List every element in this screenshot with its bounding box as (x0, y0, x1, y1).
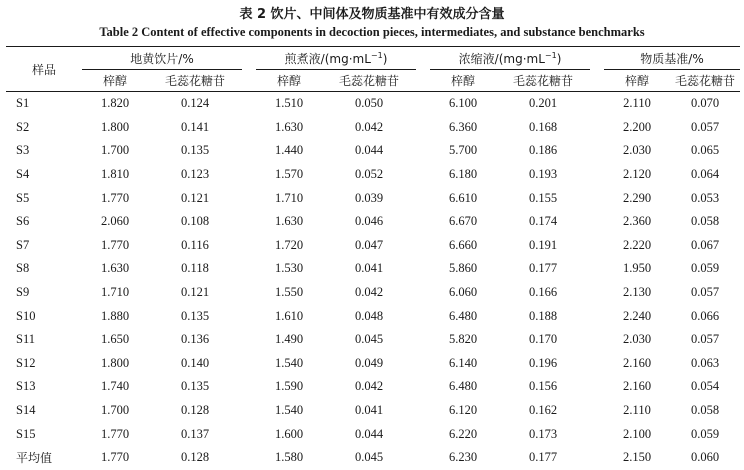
value-cell: 0.166 (528, 285, 558, 300)
value-cell: 0.173 (528, 426, 558, 441)
sample-cell: S12 (16, 355, 36, 370)
value-cell: 0.118 (181, 261, 209, 276)
value-cell: 0.050 (354, 96, 384, 111)
value-cell: 1.630 (274, 214, 304, 229)
value-cell: 1.720 (274, 237, 304, 252)
value-cell: 6.120 (448, 403, 478, 418)
value-cell: 6.180 (448, 167, 478, 182)
value-cell: 1.770 (100, 450, 130, 465)
table-row (6, 422, 740, 446)
value-cell: 0.128 (180, 403, 210, 418)
value-cell: 0.042 (354, 379, 384, 394)
table-row (6, 328, 740, 352)
value-cell: 0.063 (690, 355, 720, 370)
value-cell: 1.710 (274, 190, 304, 205)
value-cell: 0.155 (528, 190, 558, 205)
value-cell: 6.670 (448, 214, 478, 229)
value-cell: 0.108 (180, 214, 210, 229)
value-cell: 0.054 (690, 379, 720, 394)
value-cell: 0.174 (528, 214, 558, 229)
value-cell: 6.360 (448, 119, 478, 134)
value-cell: 0.049 (354, 355, 384, 370)
value-cell: 2.110 (623, 96, 651, 111)
value-cell: 0.057 (690, 332, 720, 347)
value-cell: 0.070 (690, 96, 720, 111)
value-cell: 1.880 (100, 308, 130, 323)
value-cell: 0.041 (354, 403, 384, 418)
value-cell: 0.141 (180, 119, 210, 134)
value-cell: 0.121 (180, 190, 210, 205)
subheader-catalpol: 梓醇 (430, 70, 496, 92)
table-row (6, 92, 740, 116)
value-cell: 0.162 (528, 403, 558, 418)
value-cell: 1.800 (100, 119, 130, 134)
value-cell: 1.530 (274, 261, 304, 276)
value-cell: 2.120 (622, 167, 652, 182)
value-cell: 6.230 (448, 450, 478, 465)
value-cell: 2.200 (622, 119, 652, 134)
value-cell: 6.610 (448, 190, 478, 205)
table-row (6, 352, 740, 376)
value-cell: 2.160 (622, 355, 652, 370)
value-cell: 0.196 (528, 355, 558, 370)
sample-cell: S8 (16, 261, 30, 276)
value-cell: 0.046 (354, 214, 384, 229)
value-cell: 6.060 (448, 285, 478, 300)
value-cell: 1.440 (274, 143, 304, 158)
table-row (6, 234, 740, 258)
sample-cell: S9 (16, 285, 30, 300)
value-cell: 0.060 (690, 450, 720, 465)
value-cell: 2.150 (622, 450, 652, 465)
sample-cell: S1 (16, 96, 30, 111)
value-cell: 0.191 (528, 237, 558, 252)
value-cell: 2.130 (622, 285, 652, 300)
sample-cell: S10 (16, 308, 36, 323)
value-cell: 0.135 (180, 379, 210, 394)
value-cell: 0.044 (354, 426, 384, 441)
table-row (6, 139, 740, 163)
value-cell: 0.186 (528, 143, 558, 158)
value-cell: 1.820 (100, 96, 130, 111)
value-cell: 5.820 (448, 332, 478, 347)
header-group-benchmark: 物质基准/% (604, 47, 740, 70)
value-cell: 0.066 (690, 308, 720, 323)
value-cell: 0.136 (180, 332, 210, 347)
table-row (6, 304, 740, 328)
value-cell: 1.700 (100, 403, 130, 418)
value-cell: 1.590 (274, 379, 304, 394)
value-cell: 1.570 (274, 167, 304, 182)
header-sample: 样品 (6, 47, 82, 92)
value-cell: 0.170 (528, 332, 558, 347)
value-cell: 1.800 (100, 355, 130, 370)
sample-cell: S7 (16, 237, 30, 252)
subheader-catalpol: 梓醇 (604, 70, 670, 92)
value-cell: 6.660 (448, 237, 478, 252)
value-cell: 0.064 (690, 167, 720, 182)
value-cell: 1.630 (100, 261, 130, 276)
value-cell: 0.057 (690, 119, 720, 134)
value-cell: 0.042 (354, 285, 384, 300)
value-cell: 1.510 (274, 96, 304, 111)
sample-cell: S4 (16, 167, 30, 182)
value-cell: 0.057 (690, 285, 720, 300)
table-row (6, 163, 740, 187)
sample-cell: S11 (16, 332, 35, 347)
value-cell: 1.490 (274, 332, 304, 347)
value-cell: 0.053 (690, 190, 720, 205)
value-cell: 1.580 (274, 450, 304, 465)
sample-cell: S3 (16, 143, 30, 158)
sample-cell: S5 (16, 190, 30, 205)
value-cell: 2.100 (622, 426, 652, 441)
value-cell: 5.860 (448, 261, 478, 276)
data-table (6, 46, 740, 470)
subheader-verbascoside: 毛蕊花糖苷 (670, 70, 740, 92)
value-cell: 0.042 (354, 119, 384, 134)
value-cell: 1.770 (100, 426, 130, 441)
subheader-verbascoside: 毛蕊花糖苷 (148, 70, 242, 92)
value-cell: 0.193 (528, 167, 558, 182)
value-cell: 0.058 (690, 403, 720, 418)
value-cell: 0.177 (528, 261, 558, 276)
value-cell: 6.480 (448, 308, 478, 323)
subheader-verbascoside: 毛蕊花糖苷 (496, 70, 590, 92)
value-cell: 0.116 (181, 237, 209, 252)
value-cell: 0.059 (690, 261, 720, 276)
sample-cell: S15 (16, 426, 36, 441)
value-cell: 0.201 (528, 96, 558, 111)
value-cell: 0.135 (180, 143, 210, 158)
value-cell: 1.540 (274, 403, 304, 418)
value-cell: 1.770 (100, 237, 130, 252)
value-cell: 0.128 (180, 450, 210, 465)
value-cell: 1.740 (100, 379, 130, 394)
value-cell: 0.065 (690, 143, 720, 158)
value-cell: 0.140 (180, 355, 210, 370)
value-cell: 2.030 (622, 143, 652, 158)
subheader-verbascoside: 毛蕊花糖苷 (322, 70, 416, 92)
value-cell: 6.140 (448, 355, 478, 370)
value-cell: 0.137 (180, 426, 210, 441)
value-cell: 0.048 (354, 308, 384, 323)
table-row (6, 399, 740, 423)
value-cell: 2.290 (622, 190, 652, 205)
value-cell: 1.540 (274, 355, 304, 370)
value-cell: 6.100 (448, 96, 478, 111)
value-cell: 1.630 (274, 119, 304, 134)
sample-cell: S2 (16, 119, 30, 134)
value-cell: 2.220 (622, 237, 652, 252)
value-cell: 1.550 (274, 285, 304, 300)
value-cell: 0.039 (354, 190, 384, 205)
value-cell: 0.047 (354, 237, 384, 252)
table-row (6, 210, 740, 234)
value-cell: 0.123 (180, 167, 210, 182)
value-cell: 2.060 (100, 214, 130, 229)
value-cell: 1.950 (622, 261, 652, 276)
table-body (6, 92, 740, 470)
sample-cell: S13 (16, 379, 36, 394)
value-cell: 6.480 (448, 379, 478, 394)
table-title-cn: 表 2 饮片、中间体及物质基准中有效成分含量 (239, 7, 505, 22)
header-group-decoction: 煎煮液$/(mg\cdot mL^{-1})$ (256, 47, 416, 70)
value-cell: 0.124 (180, 96, 210, 111)
value-cell: 1.610 (274, 308, 304, 323)
value-cell: 0.041 (354, 261, 384, 276)
table-title-en: Table 2 Content of effective components in decoction pieces, intermediates, and substance benchmarks (99, 25, 645, 39)
subheader-catalpol: 梓醇 (256, 70, 322, 92)
value-cell: 2.160 (622, 379, 652, 394)
value-cell: 0.058 (690, 214, 720, 229)
value-cell: 0.045 (354, 332, 384, 347)
value-cell: 0.177 (528, 450, 558, 465)
value-cell: 0.059 (690, 426, 720, 441)
value-cell: 0.188 (528, 308, 558, 323)
value-cell: 1.650 (100, 332, 130, 347)
value-cell: 0.067 (690, 237, 720, 252)
value-cell: 2.030 (622, 332, 652, 347)
sample-cell: S14 (16, 403, 36, 418)
value-cell: 0.156 (528, 379, 558, 394)
value-cell: 2.360 (622, 214, 652, 229)
value-cell: 1.810 (100, 167, 130, 182)
value-cell: 0.045 (354, 450, 384, 465)
value-cell: 1.770 (100, 190, 130, 205)
value-cell: 2.110 (623, 403, 651, 418)
value-cell: 0.135 (180, 308, 210, 323)
value-cell: 0.121 (180, 285, 210, 300)
sample-cell: 平均值 (16, 451, 53, 466)
value-cell: 1.710 (100, 285, 130, 300)
header-group-pieces: 地黄饮片/% (82, 47, 242, 70)
value-cell: 1.700 (100, 143, 130, 158)
value-cell: 0.168 (528, 119, 558, 134)
table-row (6, 446, 740, 470)
header-group-concentrate: 浓缩液$/(mg\cdot mL^{-1})$ (430, 47, 590, 70)
table-row (6, 186, 740, 210)
table-row (6, 281, 740, 305)
value-cell: 2.240 (622, 308, 652, 323)
value-cell: 5.700 (448, 143, 478, 158)
sample-cell: S6 (16, 214, 30, 229)
table-row (6, 116, 740, 140)
table-row (6, 257, 740, 281)
subheader-catalpol: 梓醇 (82, 70, 148, 92)
value-cell: 1.600 (274, 426, 304, 441)
value-cell: 0.052 (354, 167, 384, 182)
value-cell: 6.220 (448, 426, 478, 441)
table-row (6, 375, 740, 399)
value-cell: 0.044 (354, 143, 384, 158)
